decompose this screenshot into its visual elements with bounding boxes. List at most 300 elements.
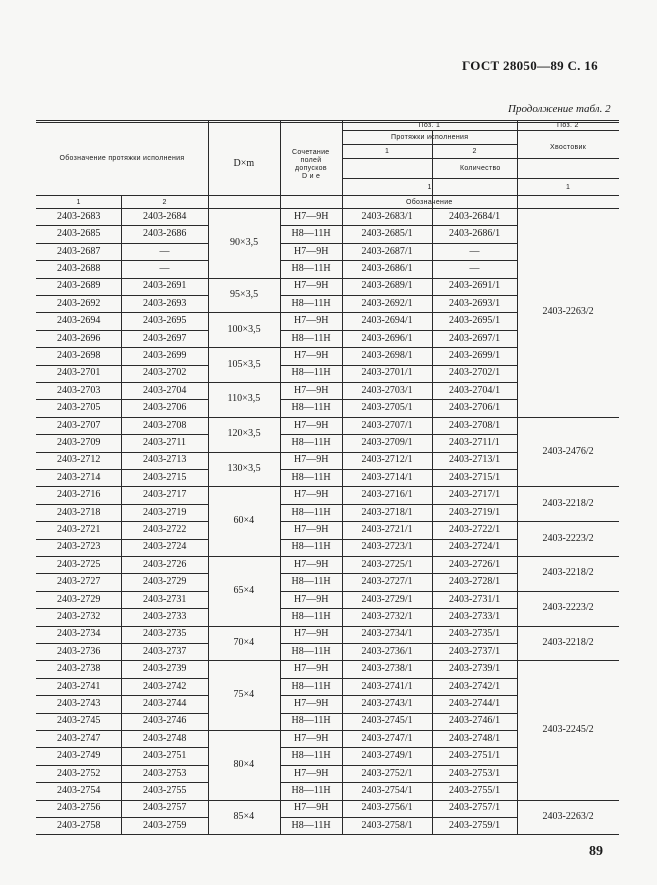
header-broach-exec: Протяжки исполнения — [391, 133, 469, 141]
group-rule — [208, 556, 280, 557]
table-cell: 2403-2726 — [143, 558, 187, 570]
header-qty: Количество — [460, 164, 501, 172]
header-exec-num: 1 — [385, 147, 390, 155]
table-cell: 2403-2683 — [57, 210, 101, 222]
row-rule — [36, 539, 208, 540]
table-cell: 2403-2745 — [57, 715, 101, 727]
size-group: 130×3,5 — [227, 463, 261, 474]
row-rule — [280, 260, 517, 261]
table-cell: 2403-2737 — [143, 645, 187, 657]
table-cell: 2403-2757/1 — [449, 802, 501, 814]
table-cell: 2403-2733/1 — [449, 610, 501, 622]
table-cell: H7—9H — [294, 384, 329, 396]
size-group: 70×4 — [233, 637, 255, 648]
table-cell: 2403-2702/1 — [449, 367, 501, 379]
row-rule — [36, 260, 208, 261]
group-rule — [517, 591, 619, 592]
table-cell: 2403-2699 — [143, 349, 187, 361]
row-rule — [280, 295, 517, 296]
table-cell: — — [159, 262, 170, 274]
table-cell: 2403-2694 — [57, 315, 101, 327]
table-continuation-note: Продолжение табл. 2 — [508, 103, 611, 115]
row-rule — [280, 800, 517, 801]
table-cell: 2403-2742/1 — [449, 680, 501, 692]
header-rule — [342, 178, 619, 179]
row-rule — [280, 225, 517, 226]
row-rule — [36, 399, 208, 400]
table-cell: 2403-2709/1 — [361, 436, 413, 448]
header-qty-num: 1 — [566, 183, 571, 191]
table-cell: 2403-2743/1 — [361, 697, 413, 709]
row-rule — [36, 452, 208, 453]
table-top-rule — [36, 122, 619, 123]
table-cell: 2403-2759/1 — [449, 819, 501, 831]
col-rule — [517, 120, 518, 834]
table-cell: 2403-2697 — [143, 332, 187, 344]
row-rule — [36, 660, 208, 661]
header-exec-num: 2 — [472, 147, 477, 155]
table-cell: 2403-2686/1 — [361, 262, 413, 274]
table-cell: 2403-2735/1 — [449, 628, 501, 640]
table-cell: 2403-2737/1 — [449, 645, 501, 657]
table-cell: 2403-2728/1 — [449, 576, 501, 588]
group-rule — [208, 660, 280, 661]
table-cell: 2403-2758/1 — [361, 819, 413, 831]
page-number: 89 — [589, 844, 603, 859]
row-rule — [36, 469, 208, 470]
table-cell: H7—9H — [294, 663, 329, 675]
row-rule — [280, 365, 517, 366]
table-cell: 2403-2686/1 — [449, 228, 501, 240]
row-rule — [280, 678, 517, 679]
table-cell: 2403-2752 — [57, 767, 101, 779]
header-oboz: Обозначение — [406, 198, 453, 206]
data-table — [36, 120, 619, 831]
table-cell: 2403-2754 — [57, 784, 101, 796]
row-rule — [36, 556, 208, 557]
table-cell: H7—9H — [294, 489, 329, 501]
table-cell: H8—11H — [291, 576, 331, 588]
row-rule — [36, 608, 208, 609]
row-rule — [36, 591, 208, 592]
table-cell: 2403-2718 — [57, 506, 101, 518]
table-cell: 2403-2698 — [57, 349, 101, 361]
table-cell: H8—11H — [291, 367, 331, 379]
header-fields: допусков — [295, 164, 327, 172]
table-cell: 2403-2741 — [57, 680, 101, 692]
table-cell: 2403-2733 — [143, 610, 187, 622]
table-cell: 2403-2699/1 — [449, 349, 501, 361]
row-rule — [36, 382, 208, 383]
table-cell: 2403-2742 — [143, 680, 187, 692]
table-cell: — — [159, 245, 170, 257]
table-cell: 2403-2743 — [57, 697, 101, 709]
table-cell: 2403-2722 — [143, 523, 187, 535]
row-rule — [36, 225, 208, 226]
col-rule — [121, 195, 122, 834]
table-cell: H7—9H — [294, 697, 329, 709]
header-shank: Хвостовик — [550, 143, 587, 151]
row-rule — [280, 626, 517, 627]
size-group: 105×3,5 — [227, 358, 261, 370]
table-cell: 2403-2703 — [57, 384, 101, 396]
table-cell: 2403-2695 — [143, 315, 187, 327]
row-rule — [36, 782, 208, 783]
row-rule — [280, 382, 517, 383]
table-cell: 2403-2691 — [143, 280, 187, 292]
table-cell: 2403-2693/1 — [449, 297, 501, 309]
table-cell: H7—9H — [294, 767, 329, 779]
table-cell: 2403-2715/1 — [449, 471, 501, 483]
table-cell: 2403-2735 — [143, 628, 187, 640]
table-cell: H7—9H — [294, 523, 329, 535]
table-cell: H8—11H — [291, 784, 331, 796]
row-rule — [280, 278, 517, 279]
table-cell: H8—11H — [291, 506, 331, 518]
table-cell: 2403-2755/1 — [449, 784, 501, 796]
row-rule — [280, 208, 517, 209]
table-cell: 2403-2696 — [57, 332, 101, 344]
table-cell: 2403-2722/1 — [449, 523, 501, 535]
size-group: 80×4 — [233, 758, 255, 770]
header-rule — [342, 158, 619, 159]
table-cell: 2403-2704/1 — [449, 384, 501, 396]
table-cell: 2403-2757 — [143, 802, 187, 814]
row-rule — [280, 695, 517, 696]
size-group: 65×4 — [233, 584, 255, 596]
row-rule — [36, 765, 208, 766]
table-cell: 2403-2736 — [57, 645, 101, 657]
header-fields: Сочетание — [292, 148, 330, 156]
size-group: 85×4 — [233, 811, 255, 822]
table-cell: 2403-2723/1 — [361, 541, 413, 553]
table-cell: H8—11H — [291, 228, 331, 240]
table-cell: 2403-2707/1 — [361, 419, 413, 431]
table-cell: 2403-2739/1 — [449, 663, 501, 675]
table-cell: 2403-2688 — [57, 262, 101, 274]
shank-group: 2403-2476/2 — [542, 445, 594, 457]
table-cell: H8—11H — [291, 819, 331, 831]
header-rule — [36, 195, 619, 196]
row-rule — [280, 643, 517, 644]
table-cell: 2403-2721 — [57, 523, 101, 535]
header-pos1: Поз. 1 — [418, 121, 441, 129]
table-cell: 2403-2755 — [143, 784, 187, 796]
header-rule — [342, 144, 517, 145]
group-rule — [517, 556, 619, 557]
table-cell: 2403-2714 — [57, 471, 101, 483]
group-rule — [517, 486, 619, 487]
table-cell: 2403-2734/1 — [361, 628, 413, 640]
row-rule — [280, 504, 517, 505]
row-rule — [36, 573, 208, 574]
table-cell: 2403-2712 — [57, 454, 101, 466]
table-cell: H8—11H — [291, 471, 331, 483]
row-rule — [280, 608, 517, 609]
table-cell: 2403-2683/1 — [361, 210, 413, 222]
row-rule — [36, 800, 208, 801]
table-cell: H8—11H — [291, 645, 331, 657]
table-cell: 2403-2727/1 — [361, 576, 413, 588]
row-rule — [36, 278, 208, 279]
row-rule — [280, 434, 517, 435]
table-cell: 2403-2686 — [143, 228, 187, 240]
shank-group: 2403-2223/2 — [542, 532, 594, 544]
table-cell: H7—9H — [294, 732, 329, 744]
table-cell: H7—9H — [294, 802, 329, 814]
table-cell: H8—11H — [291, 436, 331, 448]
row-rule — [36, 695, 208, 696]
table-cell: 2403-2684/1 — [449, 210, 501, 222]
table-cell: 2403-2756 — [57, 802, 101, 814]
table-cell: 2403-2747/1 — [361, 732, 413, 744]
table-cell: 2403-2726/1 — [449, 558, 501, 570]
shank-group: 2403-2218/2 — [542, 567, 594, 579]
group-rule — [208, 452, 280, 453]
row-rule — [280, 330, 517, 331]
group-rule — [208, 486, 280, 487]
size-group: 75×4 — [233, 689, 255, 701]
header-dxm: D×m — [233, 158, 255, 169]
row-rule — [280, 660, 517, 661]
table-cell: 2403-2713/1 — [449, 454, 501, 466]
table-cell: 2403-2695/1 — [449, 315, 501, 327]
table-cell: H7—9H — [294, 280, 329, 292]
table-cell: 2403-2708 — [143, 419, 187, 431]
table-cell: 2403-2709 — [57, 436, 101, 448]
row-rule — [36, 243, 208, 244]
row-rule — [280, 747, 517, 748]
group-rule — [208, 382, 280, 383]
row-rule — [280, 312, 517, 313]
row-rule — [36, 365, 208, 366]
table-cell: H7—9H — [294, 454, 329, 466]
header-qty-num: 1 — [427, 183, 432, 191]
table-cell: 2403-2691/1 — [449, 280, 501, 292]
table-cell: 2403-2751/1 — [449, 750, 501, 762]
table-cell: 2403-2721/1 — [361, 523, 413, 535]
table-cell: H7—9H — [294, 593, 329, 605]
table-bottom-rule — [36, 834, 619, 835]
row-rule — [280, 782, 517, 783]
col-rule — [432, 130, 433, 834]
group-rule — [208, 800, 280, 801]
table-cell: 2403-2748 — [143, 732, 187, 744]
table-cell: 2403-2703/1 — [361, 384, 413, 396]
table-cell: 2403-2719 — [143, 506, 187, 518]
table-cell: 2403-2729/1 — [361, 593, 413, 605]
table-cell: 2403-2687 — [57, 245, 101, 257]
row-rule — [280, 713, 517, 714]
table-cell: 2403-2725 — [57, 558, 101, 570]
group-rule — [517, 521, 619, 522]
table-cell: 2403-2725/1 — [361, 558, 413, 570]
table-cell: 2403-2739 — [143, 663, 187, 675]
header-standard: ГОСТ 28050—89 С. 16 — [462, 58, 598, 73]
group-rule — [208, 208, 280, 209]
table-cell: 2403-2698/1 — [361, 349, 413, 361]
table-cell: 2403-2711/1 — [449, 436, 500, 448]
header-col-num: 2 — [162, 198, 167, 206]
group-rule — [517, 626, 619, 627]
table-cell: 2403-2753/1 — [449, 767, 501, 779]
table-cell: 2403-2713 — [143, 454, 187, 466]
group-rule — [208, 626, 280, 627]
row-rule — [36, 521, 208, 522]
table-cell: 2403-2711 — [143, 436, 186, 448]
table-cell: H8—11H — [291, 402, 331, 414]
group-rule — [517, 800, 619, 801]
row-rule — [280, 399, 517, 400]
table-cell: 2403-2754/1 — [361, 784, 413, 796]
table-cell: 2403-2717 — [143, 489, 187, 501]
col-rule — [342, 120, 343, 834]
row-rule — [36, 713, 208, 714]
table-cell: H7—9H — [294, 419, 329, 431]
table-cell: 2403-2696/1 — [361, 332, 413, 344]
table-cell: 2403-2706 — [143, 402, 187, 414]
table-cell: 2403-2747 — [57, 732, 101, 744]
table-cell: 2403-2723 — [57, 541, 101, 553]
col-rule — [280, 120, 281, 834]
table-cell: H8—11H — [291, 262, 331, 274]
table-cell: 2403-2687/1 — [361, 245, 413, 257]
table-cell: 2403-2756/1 — [361, 802, 413, 814]
table-cell: 2403-2693 — [143, 297, 187, 309]
table-cell: H8—11H — [291, 750, 331, 762]
size-group: 100×3,5 — [227, 323, 261, 335]
table-cell: 2403-2716/1 — [361, 489, 413, 501]
table-cell: 2403-2759 — [143, 819, 187, 831]
table-cell: 2403-2746/1 — [449, 715, 501, 727]
table-cell: 2403-2708/1 — [449, 419, 501, 431]
group-rule — [208, 347, 280, 348]
row-rule — [36, 678, 208, 679]
col-rule — [208, 120, 209, 834]
group-rule — [208, 417, 280, 418]
table-cell: H8—11H — [291, 332, 331, 344]
table-cell: 2403-2684 — [143, 210, 187, 222]
table-cell: 2403-2705 — [57, 402, 101, 414]
table-cell: 2403-2707 — [57, 419, 101, 431]
group-rule — [208, 278, 280, 279]
shank-group: 2403-2223/2 — [542, 602, 594, 614]
row-rule — [36, 330, 208, 331]
row-rule — [280, 347, 517, 348]
group-rule — [517, 417, 619, 418]
table-cell: 2403-2724/1 — [449, 541, 501, 553]
header-pos2: Поз. 2 — [557, 121, 579, 129]
table-cell: 2403-2731 — [143, 593, 187, 605]
row-rule — [36, 208, 208, 209]
table-cell: 2403-2712/1 — [361, 454, 413, 466]
table-cell: 2403-2744/1 — [449, 697, 501, 709]
shank-group: 2403-2218/2 — [542, 497, 594, 509]
table-cell: H7—9H — [294, 628, 329, 640]
row-rule — [36, 643, 208, 644]
row-rule — [36, 434, 208, 435]
table-cell: 2403-2734 — [57, 628, 101, 640]
table-cell: 2403-2736/1 — [361, 645, 413, 657]
table-cell: H8—11H — [291, 715, 331, 727]
table-cell: 2403-2751 — [143, 750, 187, 762]
table-cell: 2403-2749 — [57, 750, 101, 762]
header-fields: D и e — [302, 172, 321, 180]
table-cell: 2403-2701 — [57, 367, 101, 379]
table-cell: 2403-2715 — [143, 471, 187, 483]
table-cell: H7—9H — [294, 210, 329, 222]
table-cell: H8—11H — [291, 541, 331, 553]
table-cell: H8—11H — [291, 297, 331, 309]
row-rule — [36, 817, 208, 818]
table-cell: 2403-2701/1 — [361, 367, 413, 379]
row-rule — [280, 730, 517, 731]
size-group: 95×3,5 — [230, 289, 259, 300]
table-cell: 2403-2746 — [143, 715, 187, 727]
size-group: 120×3,5 — [227, 428, 261, 440]
table-cell: 2403-2729 — [57, 593, 101, 605]
table-cell: 2403-2694/1 — [361, 315, 413, 327]
group-rule — [517, 660, 619, 661]
row-rule — [280, 452, 517, 453]
table-cell: 2403-2702 — [143, 367, 187, 379]
row-rule — [36, 747, 208, 748]
row-rule — [280, 521, 517, 522]
header-designation: Обозначение протяжки исполнения — [59, 154, 185, 162]
table-cell: 2403-2697/1 — [449, 332, 501, 344]
table-cell: — — [469, 245, 480, 257]
row-rule — [280, 573, 517, 574]
group-rule — [208, 312, 280, 313]
table-cell: 2403-2749/1 — [361, 750, 413, 762]
row-rule — [36, 347, 208, 348]
table-cell: 2403-2738/1 — [361, 663, 413, 675]
table-cell: 2403-2738 — [57, 663, 101, 675]
table-cell: 2403-2741/1 — [361, 680, 413, 692]
table-cell: 2403-2689/1 — [361, 280, 413, 292]
table-cell: 2403-2716 — [57, 489, 101, 501]
row-rule — [36, 312, 208, 313]
table-cell: 2403-2732/1 — [361, 610, 413, 622]
row-rule — [36, 295, 208, 296]
shank-group: 2403-2218/2 — [542, 637, 594, 648]
table-cell: 2403-2753 — [143, 767, 187, 779]
table-cell: H8—11H — [291, 610, 331, 622]
table-cell: 2403-2692 — [57, 297, 101, 309]
row-rule — [36, 486, 208, 487]
row-rule — [36, 730, 208, 731]
row-rule — [280, 486, 517, 487]
table-cell: 2403-2685/1 — [361, 228, 413, 240]
header-fields: полей — [300, 156, 322, 164]
table-cell: 2403-2758 — [57, 819, 101, 831]
table-cell: 2403-2717/1 — [449, 489, 501, 501]
group-rule — [517, 208, 619, 209]
table-cell: H7—9H — [294, 245, 329, 257]
table-cell: 2403-2752/1 — [361, 767, 413, 779]
header-col-num: 1 — [76, 198, 81, 206]
size-group: 90×3,5 — [230, 236, 259, 248]
table-cell: 2403-2685 — [57, 228, 101, 240]
row-rule — [36, 417, 208, 418]
table-cell: H7—9H — [294, 349, 329, 361]
table-cell: 2403-2745/1 — [361, 715, 413, 727]
table-cell: 2403-2718/1 — [361, 506, 413, 518]
table-cell: 2403-2704 — [143, 384, 187, 396]
size-group: 110×3,5 — [227, 393, 261, 405]
table-cell: 2403-2719/1 — [449, 506, 501, 518]
table-cell: 2403-2706/1 — [449, 402, 501, 414]
